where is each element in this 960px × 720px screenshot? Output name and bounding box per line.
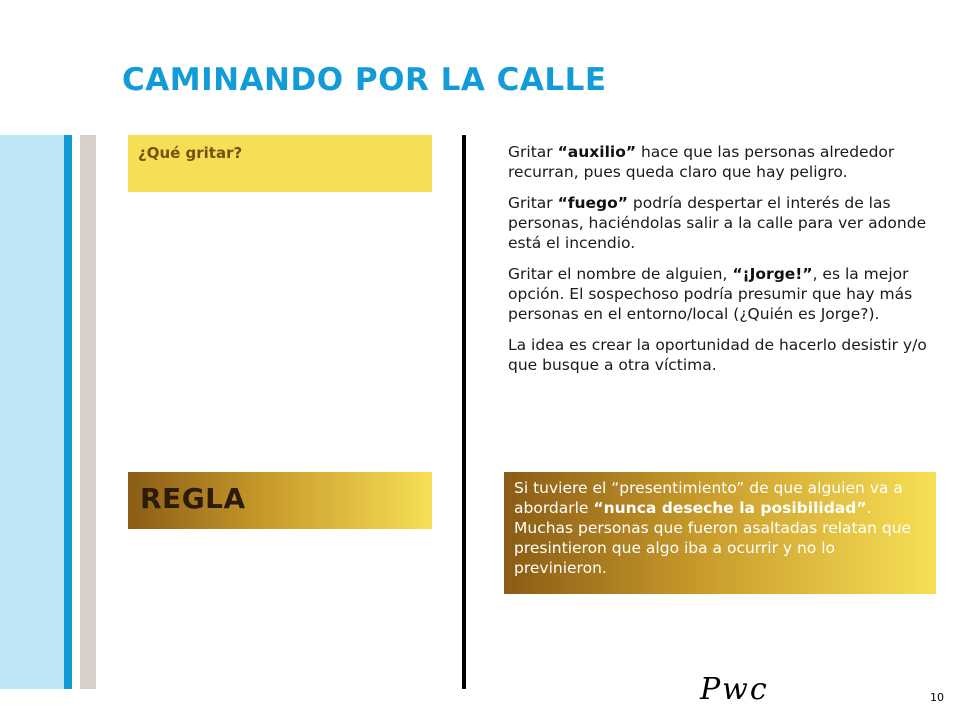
rule-text-box: Si tuviere el “presentimiento” de que alguien va a abordarle “nunca deseche la posibilidad”. Muchas personas que fueron asaltadas relatan que presintieron que algo iba a ocurrir y no lo previnieron. — [504, 472, 936, 594]
decor-stripe-gray — [80, 135, 96, 689]
paragraph: La idea es crear la oportunidad de hacerlo desistir y/o que busque a otra víctima. — [508, 336, 927, 374]
rule-label-box — [128, 472, 432, 529]
question-box — [128, 135, 432, 192]
paragraph: Gritar “auxilio” hace que las personas alrededor recurran, pues queda claro que hay peligro. — [508, 143, 895, 181]
paragraph: Gritar el nombre de alguien, “¡Jorge!”, es la mejor opción. El sospechoso podría presumir que hay más personas en el entorno/local (¿Quién es Jorge?). — [508, 265, 913, 323]
decor-stripe-blue — [64, 135, 72, 689]
slide-title: CAMINANDO POR LA CALLE — [122, 62, 607, 98]
rule-label: REGLA — [140, 482, 246, 515]
page-number: 10 — [930, 691, 944, 704]
paragraph: Gritar “fuego” podría despertar el interés de las personas, haciéndolas salir a la calle para ver adonde está el incendio. — [508, 194, 927, 252]
question-label: ¿Qué gritar? — [138, 144, 243, 162]
pwc-logo: Pwc — [700, 672, 769, 707]
decor-stripe-light-blue — [0, 135, 64, 689]
body-text — [508, 142, 928, 386]
vertical-divider — [462, 135, 466, 689]
